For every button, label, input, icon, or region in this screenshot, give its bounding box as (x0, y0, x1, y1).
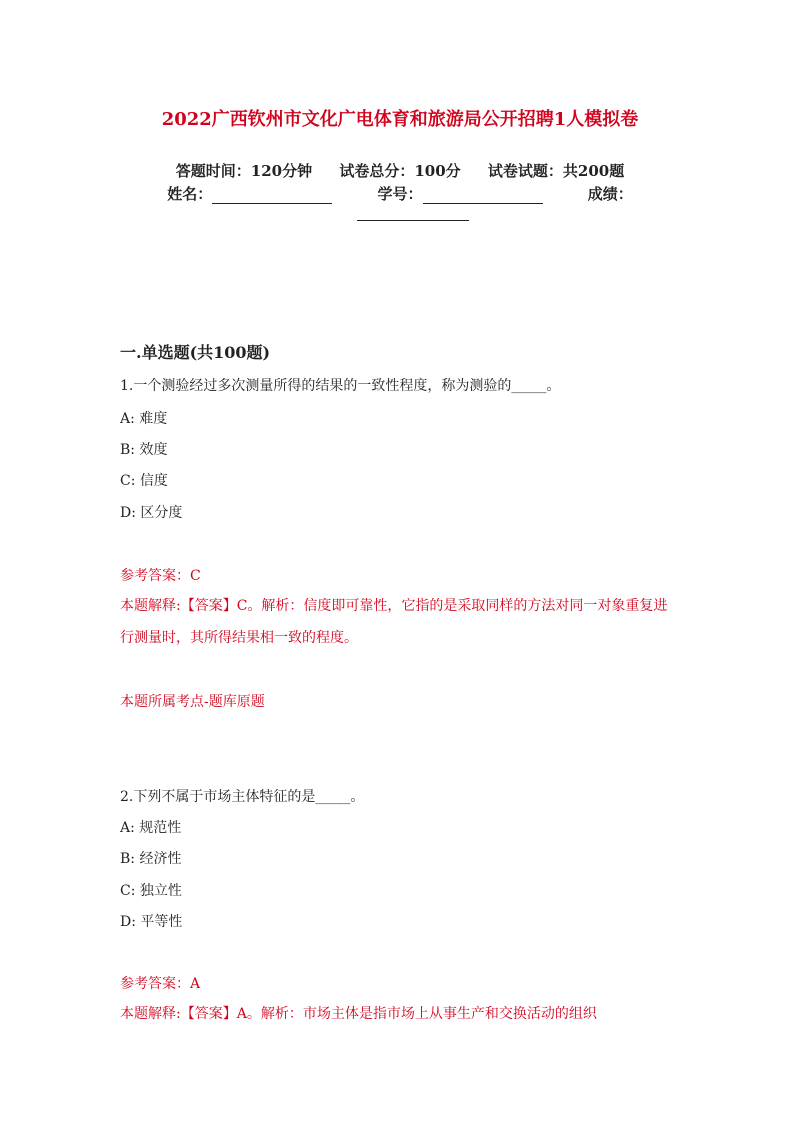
student-id-label: 学号： (377, 185, 423, 203)
question-option: B: 效度 (120, 442, 168, 458)
question-option: C: 独立性 (120, 883, 182, 899)
question-option: D: 平等性 (120, 914, 183, 930)
grade-blank-line (357, 206, 469, 221)
answer-explanation: 本题解释:【答案】C。解析：信度即可靠性，它指的是采取同样的方法对同一对象重复进行测量时，其所得结果相一致的程度。 (120, 598, 668, 646)
question-option: C: 信度 (120, 473, 168, 489)
question-option: D: 区分度 (120, 505, 183, 521)
question-stem: 2.下列不属于市场主体特征的是_____。 (120, 789, 365, 805)
name-label: 姓名： (167, 185, 213, 203)
student-id-blank-line (423, 189, 543, 204)
question-option: A: 规范性 (120, 820, 182, 836)
answer-explanation: 本题解释:【答案】A。解析：市场主体是指市场上从事生产和交换活动的组织 (120, 1006, 597, 1022)
exam-meta-info (0, 160, 800, 181)
exam-title: 2022广西钦州市文化广电体育和旅游局公开招聘1人模拟卷 (161, 109, 639, 130)
name-blank-line (212, 189, 332, 204)
question-option: B: 经济性 (120, 851, 182, 867)
question-stem: 1.一个测验经过多次测量所得的结果的一致性程度，称为测验的_____。 (120, 378, 561, 394)
reference-answer: 参考答案：C (120, 568, 201, 584)
exam-student-fields (0, 183, 800, 204)
section-title: 一.单选题(共100题) (120, 343, 271, 362)
exam-question-count: 试卷试题：共200题 (487, 162, 625, 180)
question-source: 本题所属考点-题库原题 (120, 694, 265, 710)
exam-time: 答题时间：120分钟 (175, 162, 313, 180)
question-option: A: 难度 (120, 411, 168, 427)
grade-label: 成绩： (587, 185, 633, 203)
exam-total-score: 试卷总分：100分 (339, 162, 461, 180)
reference-answer: 参考答案：A (120, 976, 201, 992)
